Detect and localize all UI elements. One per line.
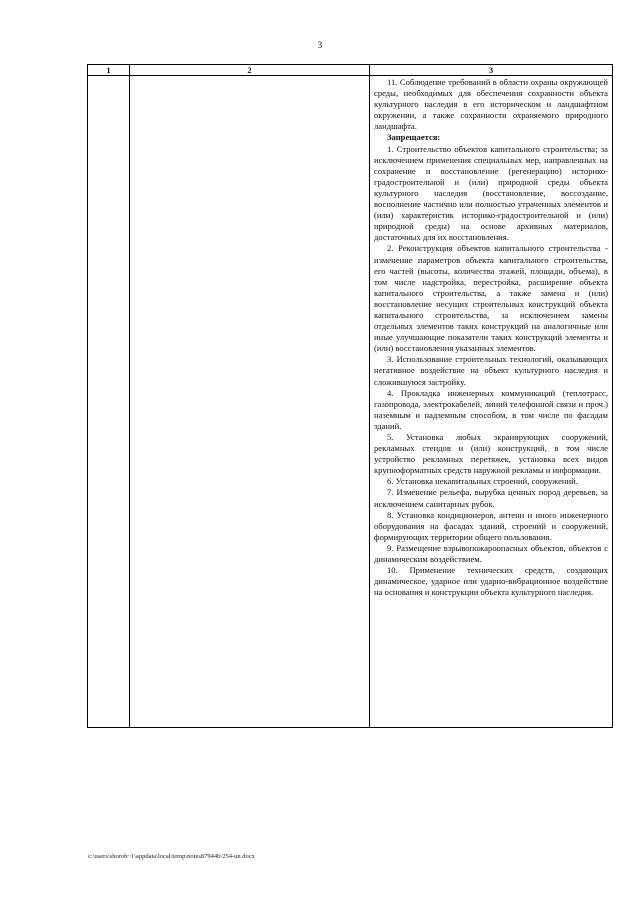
prohibition-item-5: 5. Установка любых экранирующих сооружений, рекламных стендов и (или) конструкций, в том числе устройство рекламных перетяжек, установка всех видов крупноформатных средств наружной рекламы и информации. (374, 432, 608, 476)
cell-column-1 (88, 76, 130, 728)
cell-column-2 (130, 76, 370, 728)
prohibition-item-4: 4. Прокладка инженерных коммуникаций (теплотрасс, газопровода, электрокабелей, линий телефонной связи и проч.) наземным и надземным способом, в том числе по фасадам зданий. (374, 387, 608, 431)
page-number: 3 (317, 40, 323, 50)
paragraph-11: 11. Соблюдение требований в области охраны окружающей среды, необходимых для обеспечения сохранности объекта культурного наследия в его историческом и ландшафтном окружении, а также сохранности охраняемого природного ландшафта. (374, 77, 608, 132)
prohibition-item-1: 1. Строительство объектов капитального строительства; за исключением применения специальных мер, направленных на сохранение и восстановление (регенерацию) историко-градостроительной и (или) природной среды объекта культурного наследия (восстановление, воссоздание, восполнение частично или полностью утраченных элементов и (или) характеристик историко-градостроительной и (или) природной среды) на основе архивных материалов, достаточных для их восстановления. (374, 143, 608, 243)
table-header-row (88, 65, 613, 76)
column-header-1: 1 (88, 65, 130, 76)
prohibition-item-9: 9. Размещение взрывопожароопасных объектов, объектов с динамическим воздействием. (374, 542, 608, 565)
prohibition-item-7: 7. Изменение рельефа, вырубка ценных пород деревьев, за исключением санитарных рубок. (374, 487, 608, 509)
prohibition-item-3: 3. Использование строительных технологий, оказывающих негативное воздействие на объект культурного наследия и сложившуюся застройку. (374, 354, 608, 387)
cell-content (370, 76, 612, 727)
footer-file-path: c:\users\shoroh~1\appdata\local\temp\notes87944b\254-un.docx (88, 853, 255, 860)
prohibition-item-10: 10. Применение технических средств, создающих динамическое, ударное или ударно-вибрационное воздействие на основания и конструкции объекта культурного наследия. (374, 565, 608, 598)
column-header-2: 2 (130, 65, 370, 76)
table-row (88, 76, 613, 728)
cell-column-3 (370, 76, 613, 728)
prohibition-item-2: 2. Реконструкция объектов капитального строительства - изменение параметров объекта капитального строительства, его частей (высоты, количества этажей, площади, объема), в том числе надстройка, перестройка, расширение объекта капитального строительства, а также замена и (или) восстановление несущих строительных конструкций объекта капитального строительства, за исключением замены отдельных элементов таких конструкций на аналогичные или иные улучшающие показатели таких конструкций элементы и (или) восстановления указанных элементов. (374, 243, 608, 354)
prohibited-heading: Запрещается: (387, 132, 441, 143)
column-header-3: 3 (370, 65, 613, 76)
prohibition-item-8: 8. Установка кондиционеров, антенн и иного инженерного оборудования на фасадах зданий, строений и сооружений, формирующих территории общего пользования. (374, 509, 608, 542)
document-table (87, 64, 613, 728)
prohibition-item-6: 6. Установка некапитальных строений, сооружений. (387, 476, 578, 487)
